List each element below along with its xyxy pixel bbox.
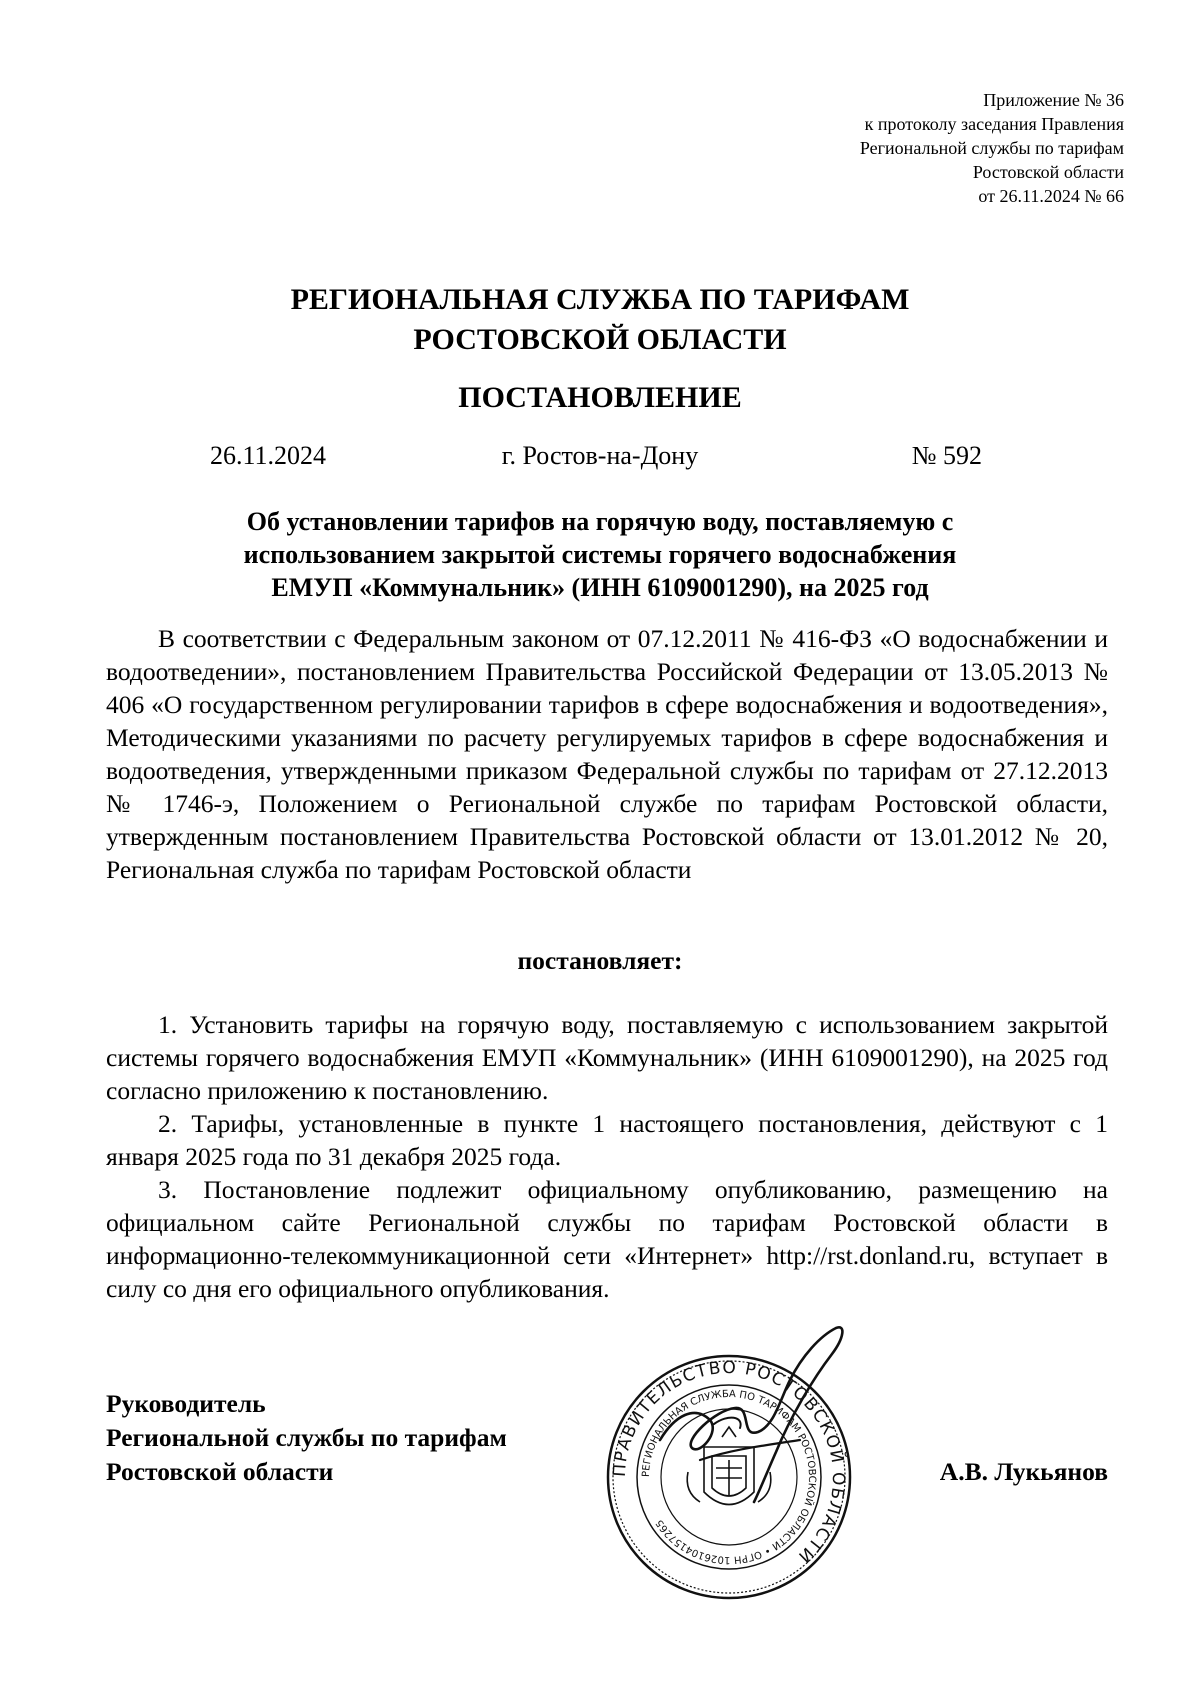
annex-line: Ростовской области xyxy=(972,162,1124,182)
annex-line: Приложение № 36 xyxy=(983,90,1124,110)
subject-line: ЕМУП «Коммунальник» (ИНН 6109001290), на 2025 год xyxy=(271,573,929,602)
annex-line: к протоколу заседания Правления xyxy=(864,114,1124,134)
signer-title xyxy=(106,1387,507,1489)
handwritten-signature xyxy=(640,1320,860,1510)
seal-inner-text: РЕГИОНАЛЬНАЯ СЛУЖБА ПО ТАРИФАМ РОСТОВСКОЙ ОБЛАСТИ • ОГРН 1026104157265 xyxy=(640,1388,818,1566)
resolution-item: 1. Установить тарифы на горячую воду, поставляемую с использованием закрытой системы горячего водоснабжения ЕМУП «Коммунальник» (ИНН 6109001290), на 2025 год согласно приложению к постановлению. xyxy=(106,1010,1108,1105)
subject-line: Об установлении тарифов на горячую воду, поставляемую с xyxy=(246,507,954,536)
preamble xyxy=(106,622,1108,886)
resolution-item: 2. Тарифы, установленные в пункте 1 настоящего постановления, действуют с 1 января 2025 года по 31 декабря 2025 года. xyxy=(106,1109,1108,1171)
document-number: № 592 xyxy=(911,441,982,470)
resolves-heading: постановляет: xyxy=(517,946,683,975)
annex-line: от 26.11.2024 № 66 xyxy=(978,186,1124,206)
resolution-item: 3. Постановление подлежит официальному опубликованию, размещению на официальном сайте Региональной службы по тарифам Ростовской области в информационно-телекоммуникационной сети «Интернет» http://rst.donland.ru, вступает в силу со дня его официального опубликования. xyxy=(106,1175,1108,1303)
signer-name: А.В. Лукьянов xyxy=(939,1457,1108,1486)
document-date: 26.11.2024 xyxy=(210,441,327,470)
document-meta xyxy=(0,438,1200,474)
signer-title-line: Руководитель xyxy=(106,1389,266,1418)
preamble-paragraph: В соответствии с Федеральным законом от 07.12.2011 № 416-ФЗ «О водоснабжении и водоотведении», постановлением Правительства Российской Федерации от 13.05.2013 № 406 «О государственном регулировании тарифов в сфере водоснабжения и водоотведения», Методическими указаниями по расчету регулируемых тарифов в сфере водоснабжения и водоотведения, утвержденными приказом Федеральной службы по тарифам от 27.12.2013 № 1746-э, Положением о Региональной службе по тарифам Ростовской области, утвержденным постановлением Правительства Ростовской области от 13.01.2012 № 20, Региональная служба по тарифам Ростовской области xyxy=(106,624,1108,884)
organization-title-line: РЕГИОНАЛЬНАЯ СЛУЖБА ПО ТАРИФАМ xyxy=(290,283,910,316)
document-type: ПОСТАНОВЛЕНИЕ xyxy=(458,381,742,414)
organization-title xyxy=(0,280,1200,360)
subject-line: использованием закрытой системы горячего водоснабжения xyxy=(243,540,957,569)
organization-title-line: РОСТОВСКОЙ ОБЛАСТИ xyxy=(413,323,787,356)
annex-reference xyxy=(860,88,1124,208)
seal-outer-text: ПРАВИТЕЛЬСТВО РОСТОВСКОЙ ОБЛАСТИ xyxy=(609,1357,849,1568)
signer-title-line: Региональной службы по тарифам xyxy=(106,1423,507,1452)
signer-title-line: Ростовской области xyxy=(106,1457,334,1486)
document-subject xyxy=(0,505,1200,604)
resolution-items xyxy=(106,1008,1108,1305)
annex-line: Региональной службы по тарифам xyxy=(859,138,1124,158)
document-city: г. Ростов-на-Дону xyxy=(501,441,699,470)
